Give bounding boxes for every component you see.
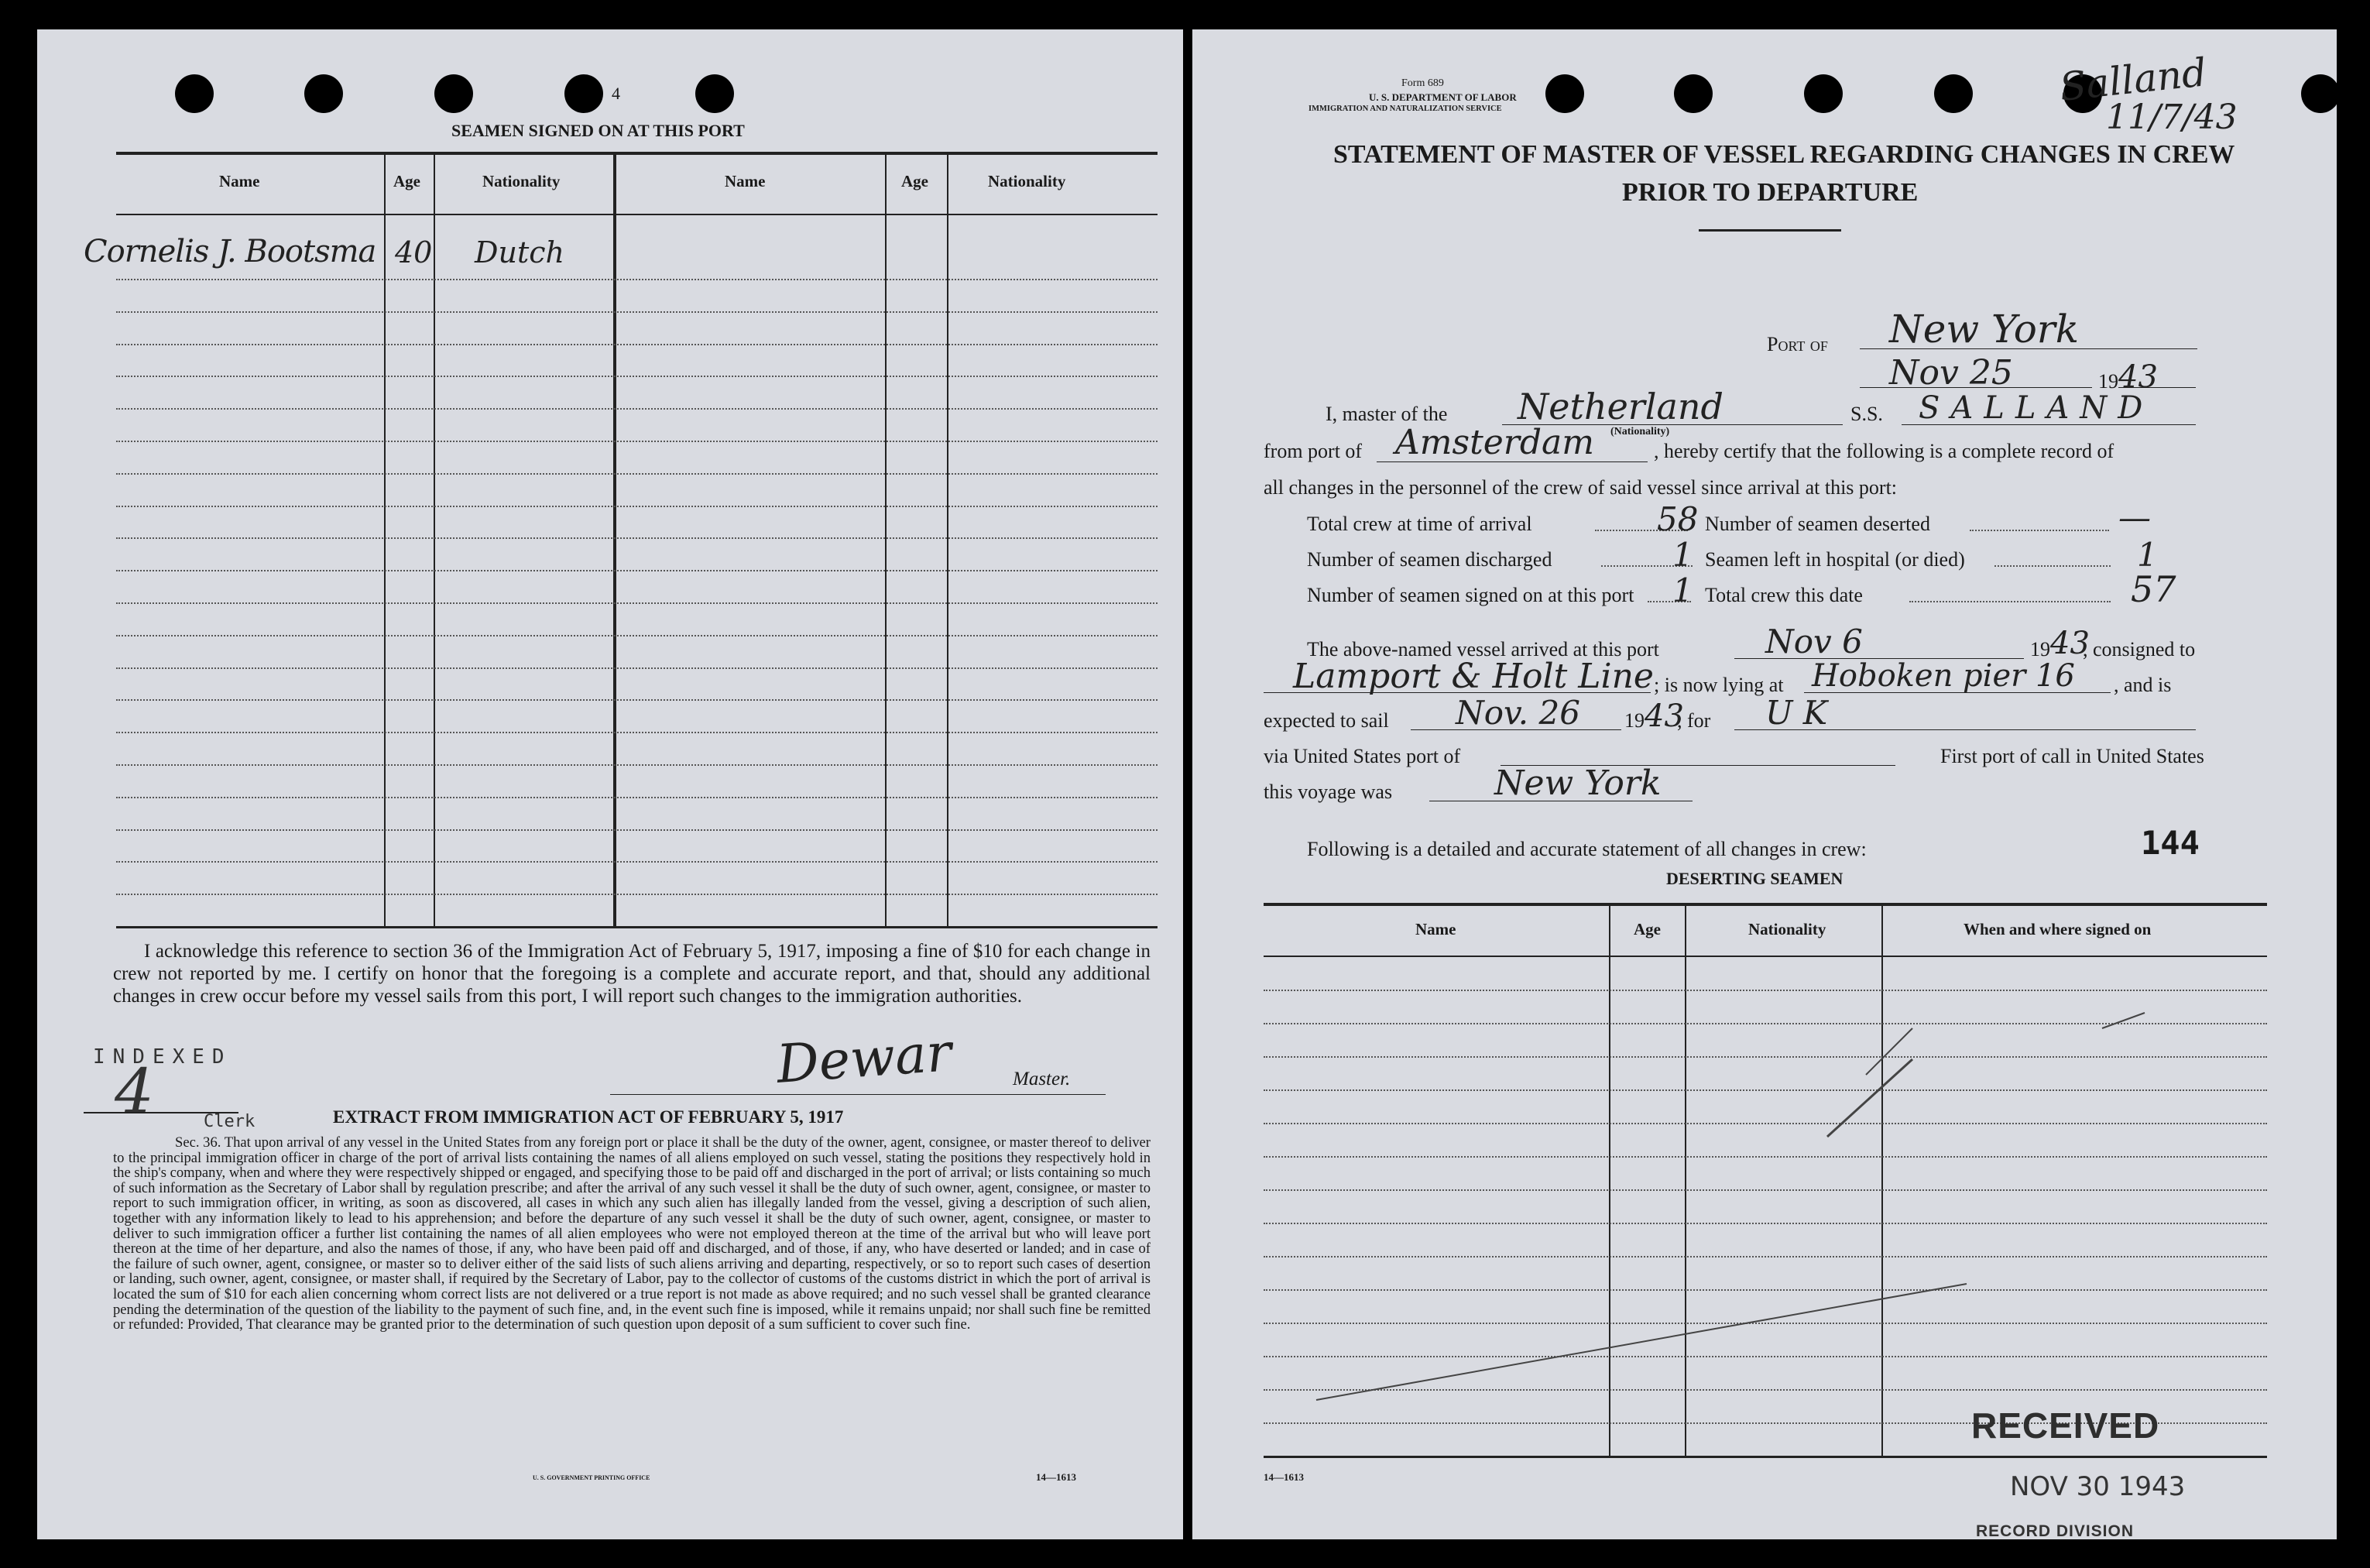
port-label: Port of [1767,333,1828,355]
year-prefix: 19 [2098,370,2118,393]
for-label: , for [1677,709,1711,732]
form-title-line2: PRIOR TO DEPARTURE [1622,178,1919,207]
arrived-year-prefix: 19 [2030,638,2050,660]
table-bottom-rule [116,926,1158,928]
signature-line [610,1094,1106,1095]
table-row-rule [116,894,1158,895]
table-row-rule [116,635,1158,636]
punch-hole [564,74,603,113]
consignee-value: Lamport & Holt Line [1293,657,1654,696]
expected-year-prefix: 19 [1624,709,1645,732]
entry-nationality: Dutch [475,235,564,269]
stat-deserted-label: Number of seamen deserted [1705,513,1930,535]
corner-date: 11/7/43 [2106,98,2238,137]
deserting-col-when-where: When and where signed on [1964,920,2152,938]
via-label: via United States port of [1264,745,1461,767]
entry-name: Cornelis J. Bootsma [84,234,376,269]
table-row-rule [116,570,1158,571]
corner-annotation: Salland [2057,50,2209,110]
department: U. S. DEPARTMENT OF LABOR [1369,91,1517,103]
table-row-rule [116,344,1158,345]
col-header-nationality: Nationality [482,172,561,190]
table-row-rule [116,311,1158,313]
col-header-name-2: Name [725,172,766,190]
table-row-rule [116,279,1158,280]
following-text: Following is a detailed and accurate statement of all changes in crew: [1307,838,1867,860]
table-row-rule [116,473,1158,475]
consigned-label: , consigned to [2083,638,2196,660]
date-value: Nov 25 [1889,353,2013,393]
arrived-year: 43 [2050,626,2090,661]
lying-label: ; is now lying at [1654,674,1784,696]
table-row-rule [116,537,1158,539]
deserting-col-age: Age [1634,920,1661,938]
stat-discharged-value: 1 [1672,536,1693,574]
master-label: Master. [1013,1069,1071,1089]
master-signature: Dewar [774,1022,954,1096]
expected-value: Nov. 26 [1456,694,1580,732]
ss-label: S.S. [1850,403,1883,425]
col-header-name: Name [219,172,260,190]
col-header-age-2: Age [901,172,928,190]
first-port-label: First port of call in United States [1940,745,2204,767]
table-row-rule [116,829,1158,831]
form-code-left: 14—1613 [1036,1471,1076,1483]
year-value: 43 [2118,359,2158,395]
table-row-rule [116,699,1158,701]
stat-hospital-label: Seamen left in hospital (or died) [1705,548,1965,571]
voyage-label: this voyage was [1264,781,1393,803]
from-port-label: from port of [1264,440,1363,462]
table-row-rule [116,732,1158,733]
right-page [1192,29,2337,1539]
voyage-value: New York [1494,763,1662,803]
destination-value: U K [1765,694,1828,732]
cancel-strike-lines [1192,29,2337,1539]
arrived-value: Nov 6 [1765,623,1863,660]
table-row-rule [116,797,1158,798]
arrived-label: The above-named vessel arrived at this port [1307,638,1659,660]
table-row-rule [116,506,1158,507]
received-date: NOV 30 1943 [2010,1471,2186,1502]
left-page [37,29,1183,1539]
indexed-stamp: INDEXED [93,1045,232,1069]
table-row-rule [116,441,1158,442]
table-row-rule [116,764,1158,766]
nationality-value: Netherland [1518,386,1724,427]
certify-text: , hereby certify that the following is a complete record of [1654,440,2114,462]
nationality-caption: (Nationality) [1610,426,1670,437]
stat-hospital-value: 1 [2137,536,2158,574]
table-header-rule [116,214,1158,215]
punch-hole [695,74,734,113]
deserting-col-name: Name [1415,920,1456,938]
received-stamp: RECEIVED [1971,1405,2160,1446]
and-is: , and is [2114,674,2172,696]
stat-total-crew-arrival-label: Total crew at time of arrival [1307,513,1532,535]
clerk-label: Clerk [204,1112,256,1131]
punch-hole [434,74,473,113]
form-title-line1: STATEMENT OF MASTER OF VESSEL REGARDING CHANGES IN CREW [1333,140,2235,169]
from-port-value: Amsterdam [1395,423,1594,462]
service: IMMIGRATION AND NATURALIZATION SERVICE [1308,105,1502,113]
table-row-rule [116,667,1158,669]
entry-age: 40 [395,235,433,269]
form-number: Form 689 [1401,77,1444,89]
stat-deserted-value: — [2118,499,2151,537]
clerk-initial: 4 [115,1055,154,1127]
port-value: New York [1889,307,2079,352]
master-of-label: I, master of the [1326,403,1448,425]
ship-name: SALLAND [1919,390,2154,426]
stat-total-crew-arrival-value: 58 [1657,500,1699,538]
stat-total-crew-date-value: 57 [2131,568,2176,610]
deserting-title: DESERTING SEAMEN [1666,869,1844,888]
col-header-age: Age [393,172,420,190]
stat-signed-on-label: Number of seamen signed on at this port [1307,584,1634,606]
punch-hole [304,74,343,113]
extract-title: EXTRACT FROM IMMIGRATION ACT OF FEBRUARY 5, 1917 [333,1107,844,1127]
printer-line: U. S. GOVERNMENT PRINTING OFFICE [533,1474,650,1481]
expected-year: 43 [1645,698,1684,734]
record-division: RECORD DIVISION [1976,1522,2135,1540]
page-number: 4 [612,84,620,103]
lying-value: Hoboken pier 16 [1812,658,2075,694]
page-count: 144 [2141,824,2200,862]
stat-total-crew-date-label: Total crew this date [1705,584,1863,606]
table-top-rule [116,152,1158,155]
deserting-col-nationality: Nationality [1748,920,1826,938]
expected-label: expected to sail [1264,709,1389,732]
form-code-right: 14—1613 [1264,1471,1304,1483]
certify-text-2: all changes in the personnel of the crew of said vessel since arrival at this port: [1264,476,1898,499]
acknowledgement-text: I acknowledge this reference to section 36 of the Immigration Act of February 5, 1917, imposing a fine of $10 for each change in crew not reported by me. I certify on honor that the foregoing is a complete and accurate report, and that, should any additional changes in crew occur before my vessel sails from this port, I will report such changes to the immigration authorities. [113,941,1151,1007]
stat-discharged-label: Number of seamen discharged [1307,548,1552,571]
stat-signed-on-value: 1 [1672,571,1693,609]
table-row-rule [116,376,1158,377]
table-row-rule [116,408,1158,410]
section-title: SEAMEN SIGNED ON AT THIS PORT [451,121,745,140]
table-row-rule [116,602,1158,604]
punch-hole [175,74,214,113]
clerk-line [84,1112,238,1113]
extract-text: Sec. 36. That upon arrival of any vessel in the United States from any foreign port or place it shall be the duty of the owner, agent, consignee, or master thereof to deliver to the principal immigration officer in charge of the port of arrival lists containing the names of all aliens employed on such vessel, stating the positions they respectively hold in the ship's company, when and where they were respectively shipped or engaged, and specifying those to be paid off and discharged in the port of arrival; or lists containing so much of such information as the Secretary of Labor shall by regulation prescribe; and after the arrival of any such vessel it shall be the duty of such owner, agent, consignee, or master to report to such immigration officer, in writing, as soon as discovered, all cases in which any such alien has illegally landed from the vessel, giving a description of such alien, together with any information likely to lead to his apprehension; and before the departure of any such vessel it shall be the duty of such owner, agent, consignee, or master to deliver to such immigration officer a further list containing the names of all alien employees who were not employed thereon at the time of the arrival but who will leave port thereon at the time of her departure, and also the names of those, if any, who have been paid off and discharged, and of those, if any, who have deserted or landed; and in case of the failure of such owner, agent, consignee, or master so to deliver either of the said lists of such aliens arriving and departing, respectively, or so to report such cases of desertion or landing, such owner, agent, consignee, or master shall, if required by the Secretary of Labor, pay to the collector of customs of the customs district in which the port of arrival is located the sum of $10 for each alien concerning whom correct lists are not delivered or a true report is not made as above required; and no such vessel shall be granted clearance pending the determination of the question of the liability to the payment of such fine, and, in the event such fine is imposed, while it remains unpaid; nor shall such fine be remitted or refunded: Provided, That clearance may be granted prior to the determination of such question upon deposit of a sum sufficient to cover such fine. [113,1134,1151,1333]
table-row-rule [116,861,1158,863]
col-header-nationality-2: Nationality [988,172,1066,190]
